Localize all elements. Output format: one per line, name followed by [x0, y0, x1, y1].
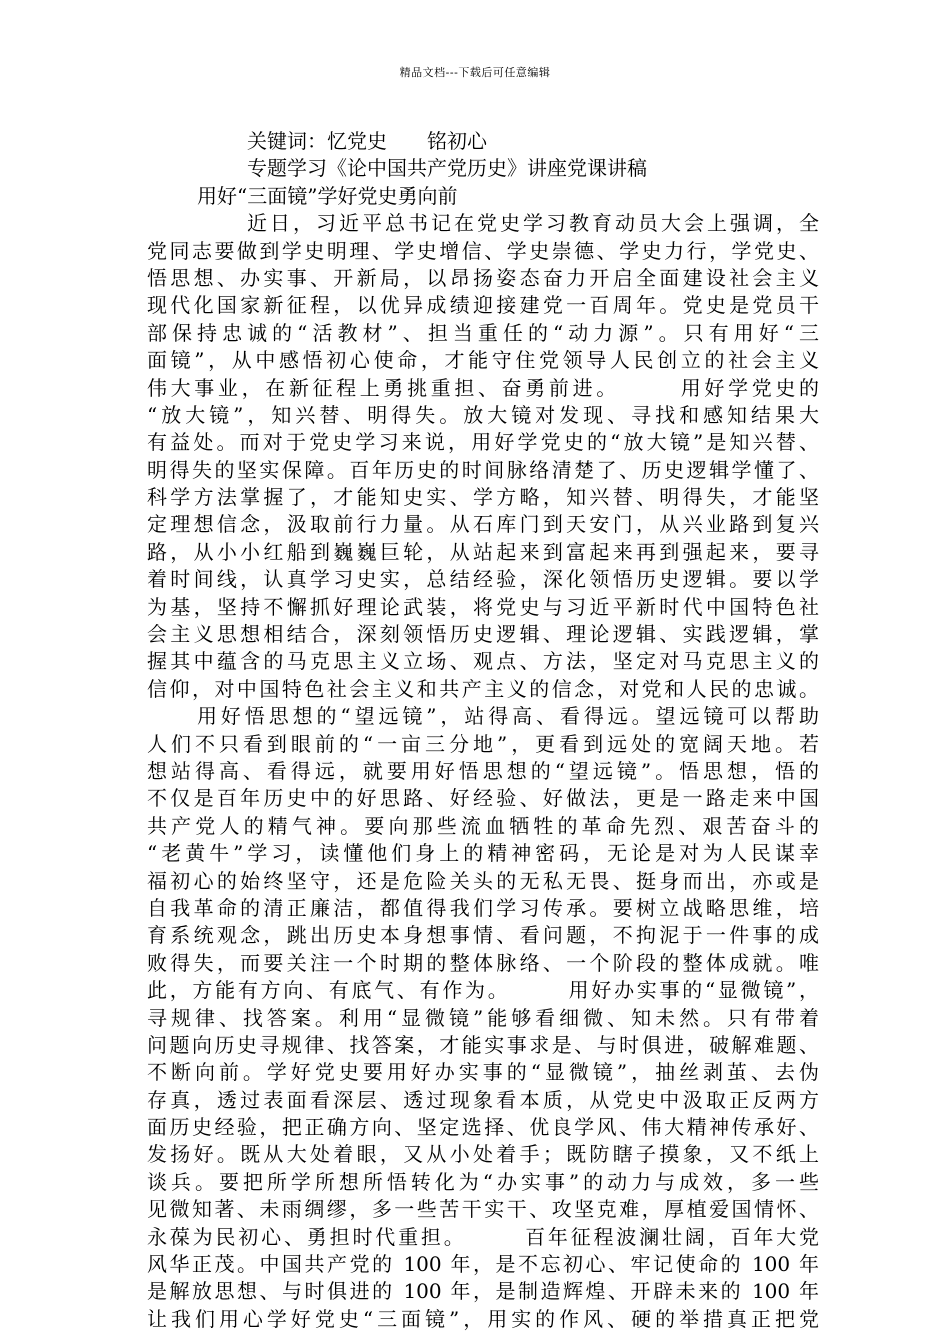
text-line: 党同志要做到学史明理、学史增信、学史崇德、学史力行，学党史、 [147, 238, 819, 263]
text-line: 不断向前。学好党史要用好办实事的“显微镜”，抽丝剥茧、去伪 [147, 1060, 819, 1085]
text-line: 路，从小小红船到巍巍巨轮，从站起来到富起来再到强起来，要寻 [147, 539, 819, 564]
page-header: 精品文档---下载后可任意编辑 [399, 66, 551, 79]
text-line: 让我们用心学好党史“三面镜”，用实的作风、硬的举措真正把党 [147, 1306, 819, 1331]
text-line: “放大镜”，知兴替、明得失。放大镜对发现、寻找和感知结果大 [147, 402, 819, 427]
text-line: 关键词：忆党史 铭初心 [247, 129, 487, 153]
text-line: 近日，习近平总书记在党史学习教育动员大会上强调，全 [247, 211, 819, 236]
text-line: 想站得高、看得远，就要用好悟思想的“望远镜”。悟思想，悟的 [147, 758, 819, 783]
text-line: 为基，坚持不懈抓好理论武装，将党史与习近平新时代中国特色社 [147, 594, 819, 619]
text-line: 专题学习《论中国共产党历史》讲座党课讲稿 [247, 156, 647, 181]
text-line: 存真，透过表面看深层、透过现象看本质，从党史中汲取正反两方 [147, 1087, 819, 1112]
text-line: 共产党人的精气神。要向那些流血牺牲的革命先烈、艰苦奋斗的 [147, 813, 819, 838]
text-line: “老黄牛”学习，读懂他们身上的精神密码，无论是对为人民谋幸 [147, 841, 819, 866]
document-body [147, 128, 819, 1333]
text-line: 是解放思想、与时俱进的 100 年，是制造辉煌、开辟未来的 100 年 [147, 1279, 819, 1304]
text-line: 永葆为民初心、勇担时代重担。 百年征程波澜壮阔，百年大党 [147, 1224, 819, 1249]
text-line: 有益处。而对于党史学习来说，用好学党史的“放大镜”是知兴替、 [147, 430, 819, 455]
text-line: 用好悟思想的“望远镜”，站得高、看得远。望远镜可以帮助 [197, 704, 819, 729]
text-line: 用好“三面镜”学好党史勇向前 [197, 183, 458, 208]
text-line: 信仰，对中国特色社会主义和共产主义的信念，对党和人民的忠诚。 [147, 676, 819, 701]
text-line: 会主义思想相结合，深刻领悟历史逻辑、理论逻辑、实践逻辑，掌 [147, 622, 819, 647]
text-line: 人们不只看到眼前的“一亩三分地”，更看到远处的宽阔天地。若 [147, 731, 819, 756]
text-line: 着时间线，认真学习史实，总结经验，深化领悟历史逻辑。要以学 [147, 567, 819, 592]
text-line: 部保持忠诚的“活教材”、担当重任的“动力源”。只有用好“三 [147, 320, 819, 345]
text-line: 自我革命的清正廉洁，都值得我们学习传承。要树立战略思维，培 [147, 895, 819, 920]
text-line: 现代化国家新征程，以优异成绩迎接建党一百周年。党史是党员干 [147, 293, 819, 318]
text-line: 寻规律、找答案。利用“显微镜”能够看细微、知未然。只有带着 [147, 1005, 819, 1030]
text-line: 定理想信念，汲取前行力量。从石库门到天安门，从兴业路到复兴 [147, 512, 819, 537]
text-line: 科学方法掌握了，才能知史实、学方略，知兴替、明得失，才能坚 [147, 485, 819, 510]
text-line: 悟思想、办实事、开新局，以昂扬姿态奋力开启全面建设社会主义 [147, 265, 819, 290]
text-line: 谈兵。要把所学所想所悟转化为“办实事”的动力与成效，多一些 [147, 1169, 819, 1194]
text-line: 不仅是百年历史中的好思路、好经验、好做法，更是一路走来中国 [147, 786, 819, 811]
text-line: 福初心的始终坚守，还是危险关头的无私无畏、挺身而出，亦或是 [147, 868, 819, 893]
text-line: 此，方能有方向、有底气、有作为。 用好办实事的“显微镜”， [147, 978, 819, 1003]
text-line: 面镜”，从中感悟初心使命，才能守住党领导人民创立的社会主义 [147, 348, 819, 373]
text-line: 风华正茂。中国共产党的 100 年，是不忘初心、牢记使命的 100 年 [147, 1252, 819, 1277]
text-line: 败得失，而要关注一个时期的整体脉络、一个阶段的整体成就。唯 [147, 950, 819, 975]
text-line: 发扬好。既从大处着眼，又从小处着手；既防瞎子摸象，又不纸上 [147, 1142, 819, 1167]
text-line: 育系统观念，跳出历史本身想事情、看问题，不拘泥于一件事的成 [147, 923, 819, 948]
text-line: 明得失的坚实保障。百年历史的时间脉络清楚了、历史逻辑学懂了、 [147, 457, 819, 482]
text-line: 见微知著、未雨绸缪，多一些苦干实干、攻坚克难，厚植爱国情怀、 [147, 1197, 819, 1222]
text-line: 问题向历史寻规律、找答案，才能实事求是、与时俱进，破解难题、 [147, 1032, 819, 1057]
text-line: 握其中蕴含的马克思主义立场、观点、方法，坚定对马克思主义的 [147, 649, 819, 674]
text-line: 伟大事业，在新征程上勇挑重担、奋勇前进。 用好学党史的 [147, 375, 819, 400]
text-line: 面历史经验，把正确方向、坚定选择、优良学风、伟大精神传承好、 [147, 1115, 819, 1140]
